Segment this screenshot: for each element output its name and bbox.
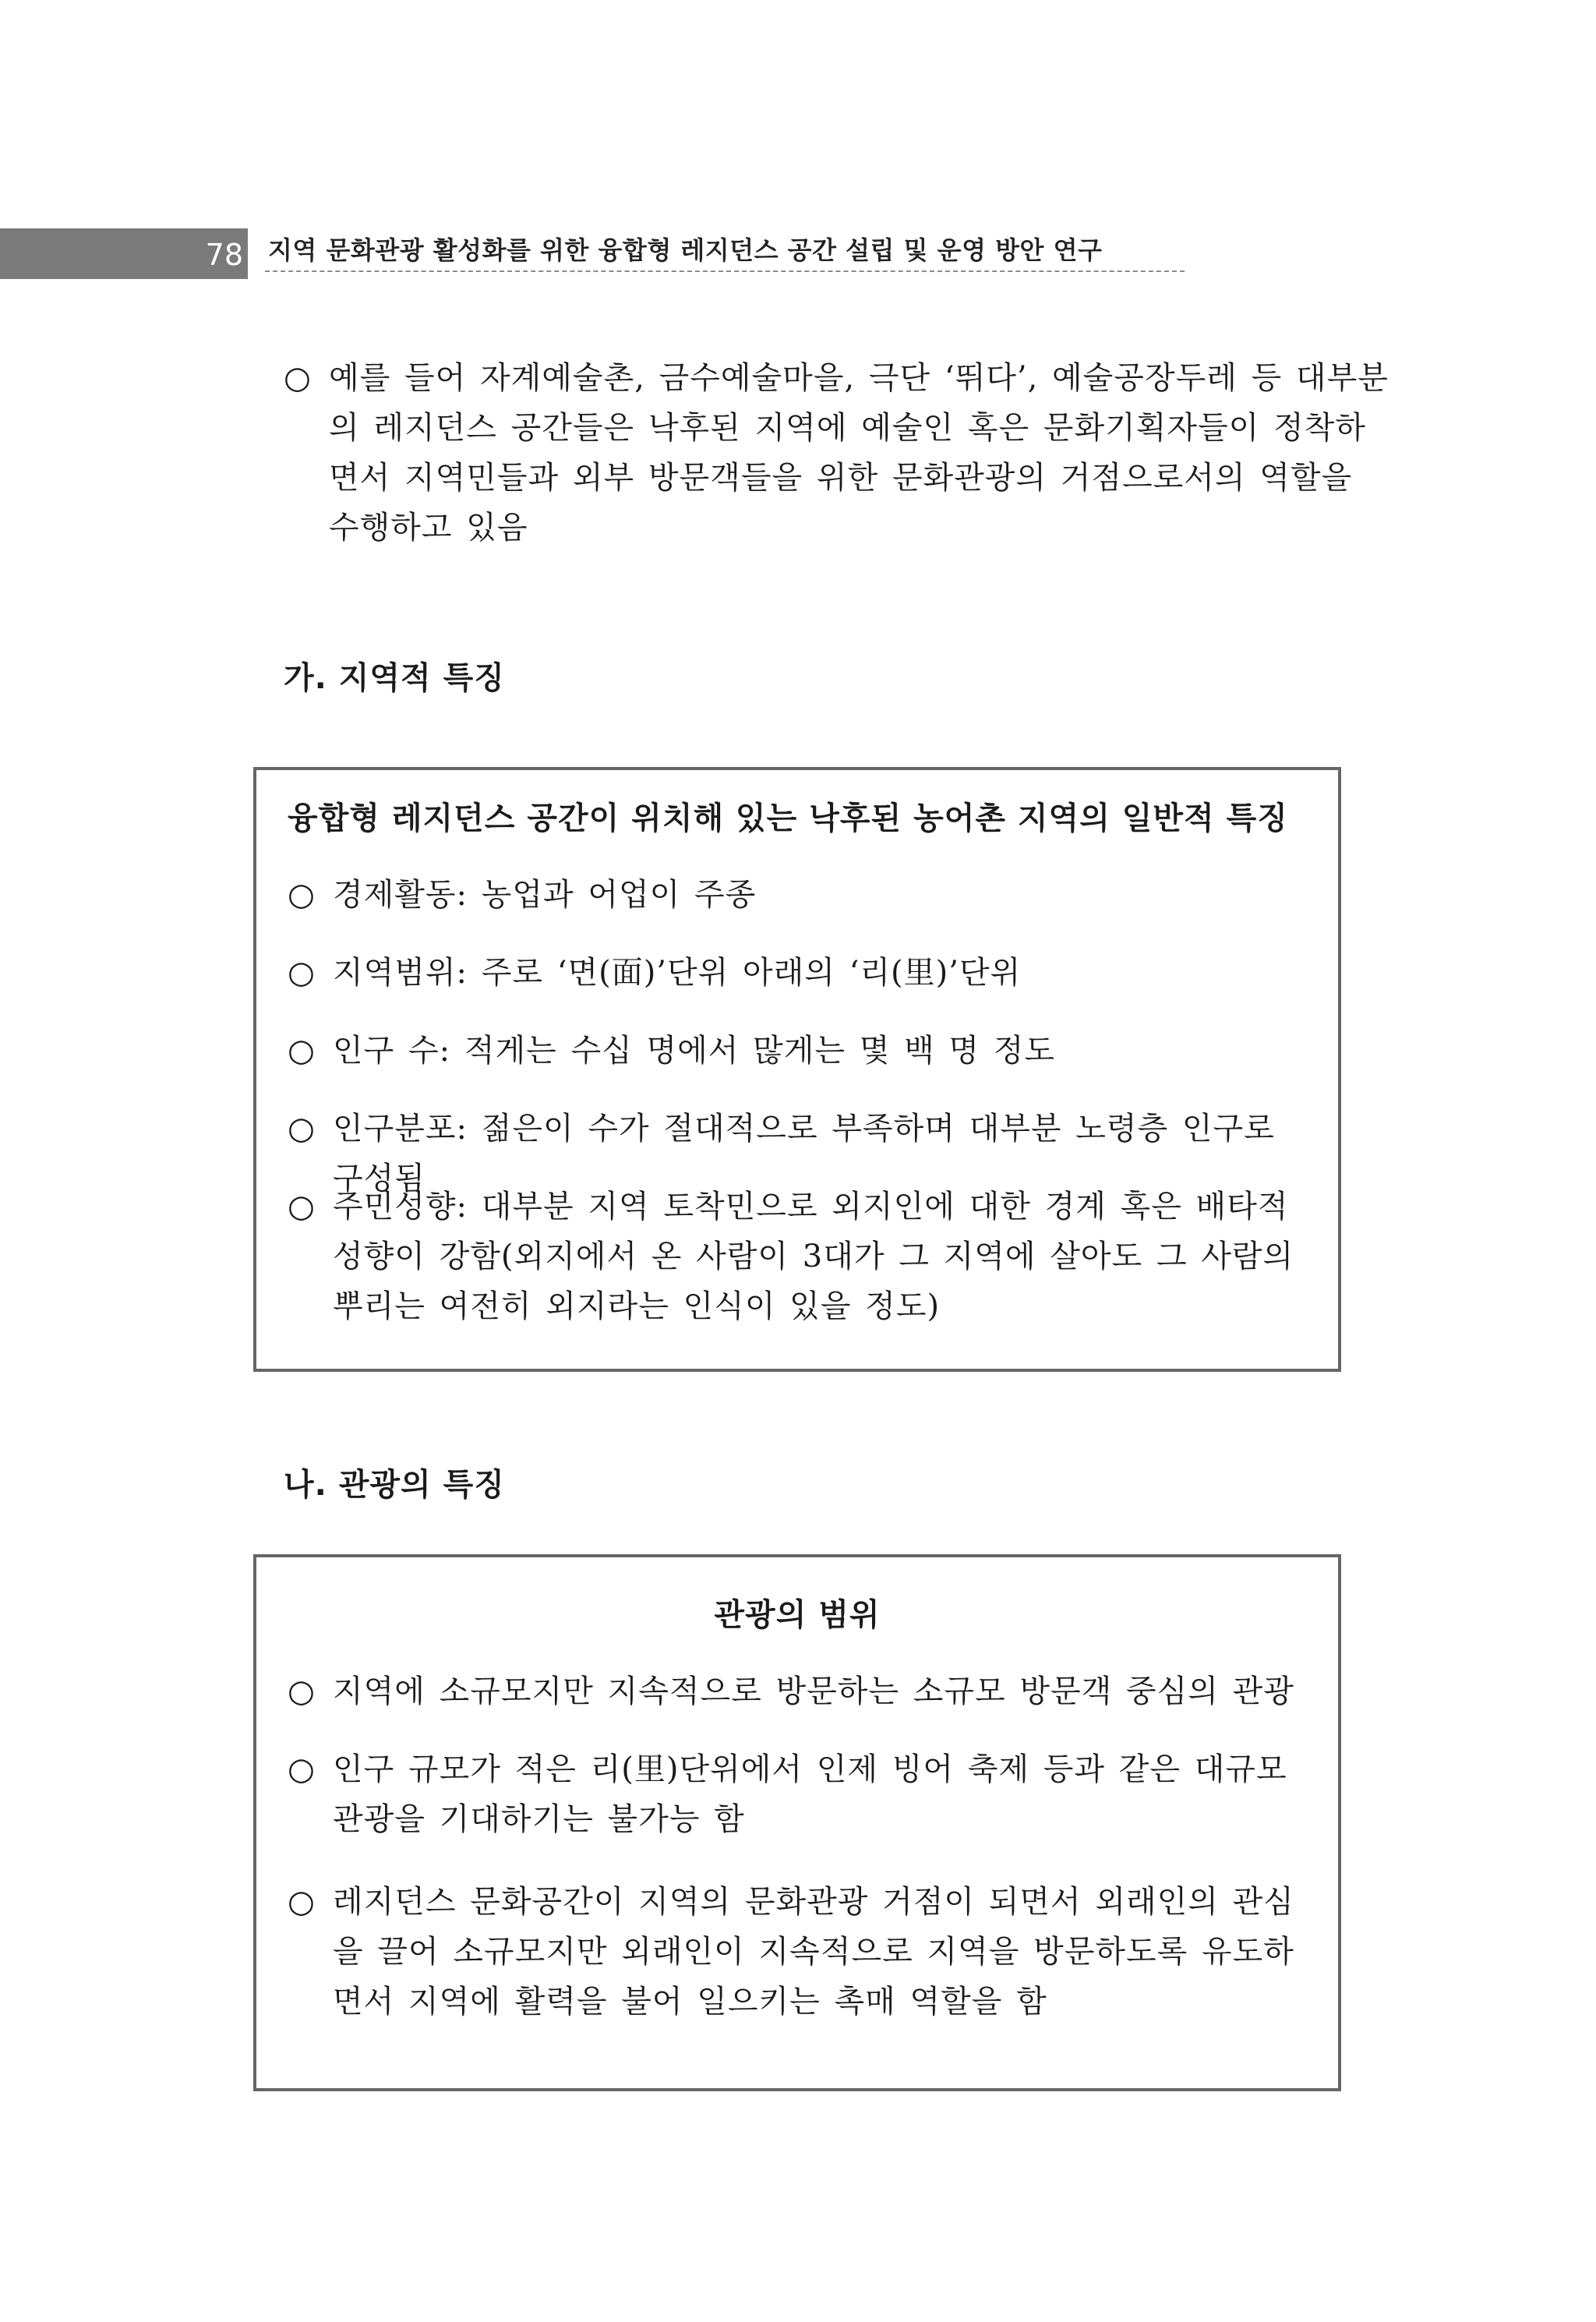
page-number: 78 (205, 238, 243, 272)
bullet-circle: ○ (288, 1751, 316, 1787)
list-item (288, 870, 1310, 920)
tourism-scope-box (253, 1554, 1341, 2091)
bullet-circle: ○ (288, 1033, 316, 1069)
running-title: 지역 문화관광 활성화를 위한 융합형 레지던스 공간 설립 및 운영 방안 연구 (268, 235, 1103, 265)
list-item (288, 1666, 1310, 1716)
intro-paragraph (284, 353, 1396, 553)
list-item (288, 1744, 1310, 1844)
bullet-circle: ○ (288, 877, 316, 913)
box-title: 관광의 범위 (714, 1597, 881, 1633)
bullet-circle: ○ (288, 1189, 316, 1225)
bullet-circle: ○ (288, 1673, 316, 1709)
list-item-text: 주민성향: 대부분 지역 토착민으로 외지인에 대한 경계 혹은 배타적 성향이 강함(외지에서 온 사람이 3대가 그 지역에 살아도 그 사람의 뿌리는 여전히 외지라는 인식이 있을 정도) (333, 1189, 1294, 1324)
section-heading-tourism: 나. 관광의 특징 (284, 1467, 505, 1503)
list-item (288, 1026, 1310, 1076)
list-item (288, 1182, 1310, 1331)
bullet-circle: ○ (288, 1111, 316, 1147)
bullet-circle: ○ (288, 1884, 316, 1920)
list-item-text: 지역범위: 주로 ‘면(面)’단위 아래의 ‘리(里)’단위 (333, 955, 1022, 991)
list-item (288, 1877, 1310, 2027)
list-item-text: 지역에 소규모지만 지속적으로 방문하는 소규모 방문객 중심의 관광 (333, 1673, 1294, 1709)
bullet-circle: ○ (284, 360, 312, 396)
box-title: 융합형 레지던스 공간이 위치해 있는 낙후된 농어촌 지역의 일반적 특징 (288, 801, 1288, 836)
regional-features-box (253, 767, 1341, 1372)
list-item-text: 인구 수: 적게는 수십 명에서 많게는 몇 백 명 정도 (333, 1033, 1056, 1069)
list-item-text: 인구분포: 젊은이 수가 절대적으로 부족하며 대부분 노령층 인구로 구성됨 (333, 1111, 1275, 1196)
section-heading-regional: 가. 지역적 특징 (284, 660, 505, 696)
list-item-text: 경제활동: 농업과 어업이 주종 (333, 877, 757, 913)
bullet-circle: ○ (288, 955, 316, 991)
list-item-text: 레지던스 문화공간이 지역의 문화관광 거점이 되면서 외래인의 관심을 끌어 소규모지만 외래인이 지속적으로 지역을 방문하도록 유도하면서 지역에 활력을 불어 일으키는 촉매 역할을 함 (333, 1884, 1294, 2020)
header-divider (265, 270, 1185, 272)
list-item (288, 948, 1310, 998)
intro-text: 예를 들어 자계예술촌, 금수예술마을, 극단 ‘뛰다’, 예술공장두레 등 대부분의 레지던스 공간들은 낙후된 지역에 예술인 혹은 문화기획자들이 정착하면서 지역민들과 외부 방문객들을 위한 문화관광의 거점으로서의 역할을 수행하고 있음 (329, 360, 1389, 546)
list-item-text: 인구 규모가 적은 리(里)단위에서 인제 빙어 축제 등과 같은 대규모 관광을 기대하기는 불가능 함 (333, 1751, 1287, 1837)
